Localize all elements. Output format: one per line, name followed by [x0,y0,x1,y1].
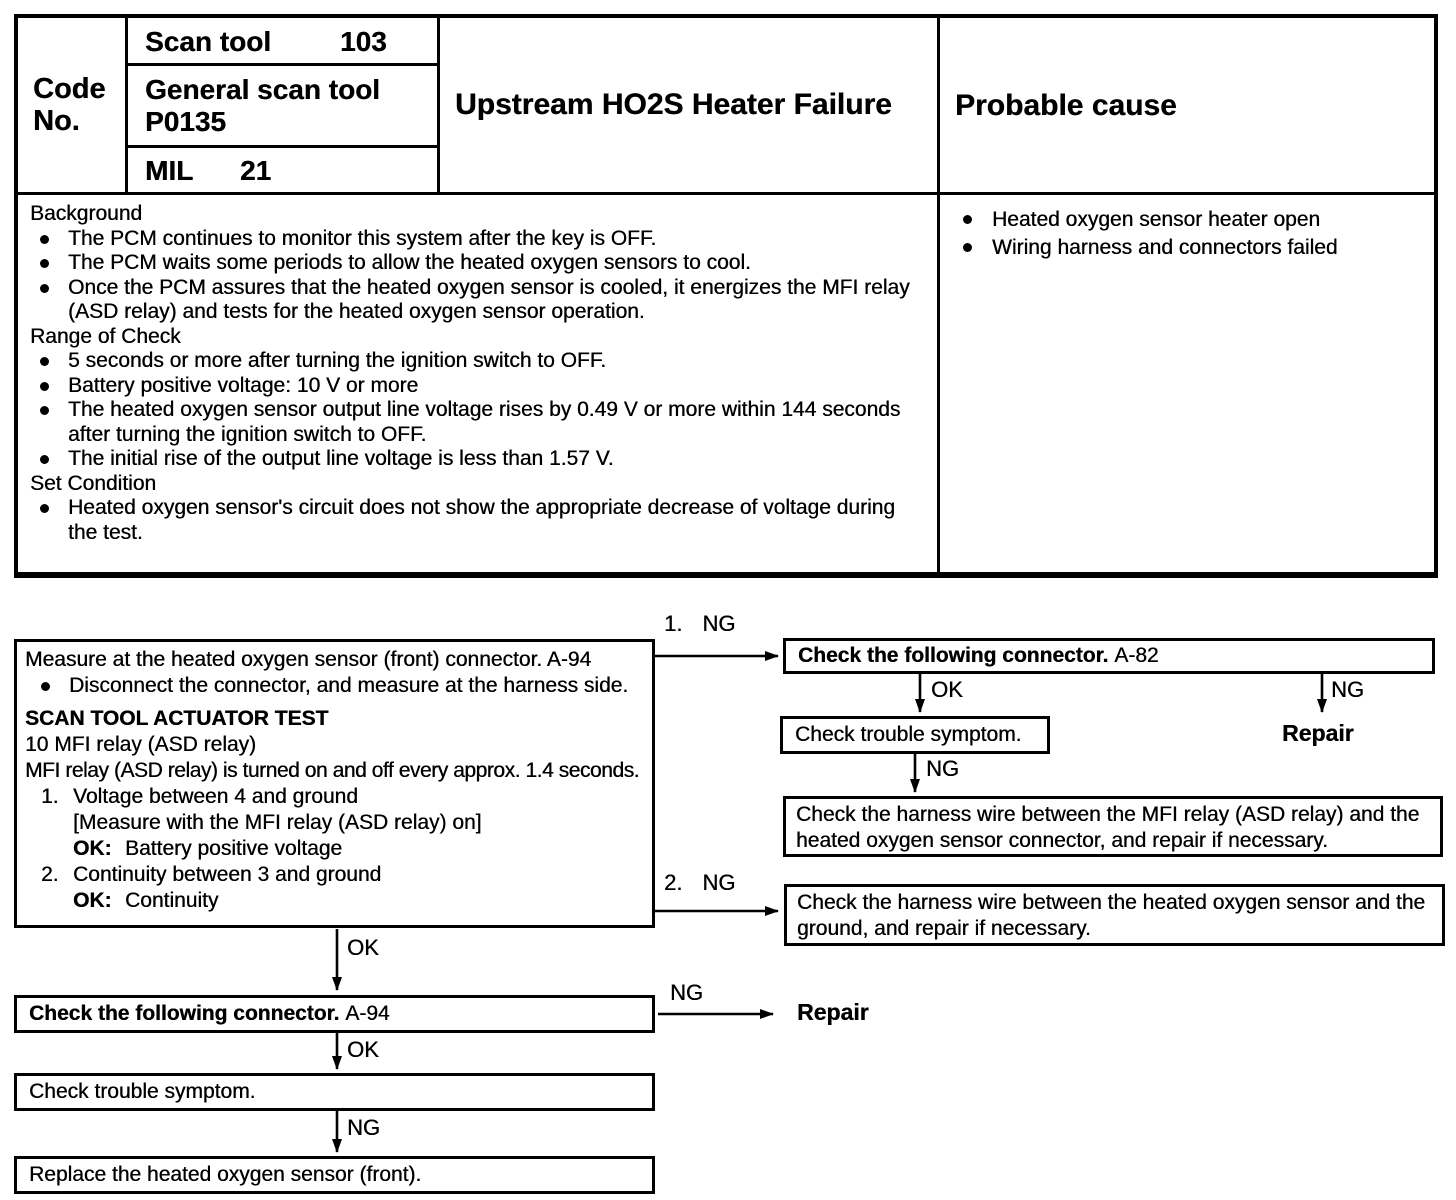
measure-ok-label: OK [347,935,379,960]
actuator-test-item: 10 MFI relay (ASD relay) [25,733,257,756]
desc-item: The initial rise of the output line voltage is less than 1.57 V. [30,447,918,472]
bullet-icon [40,284,49,293]
bullet-icon [40,259,49,268]
symptom-right-ng-label: NG [926,756,959,781]
a94-ok-label: OK [347,1037,379,1062]
bullet-icon [963,215,972,224]
measure-step-2-ok: OK: Continuity [73,889,219,912]
check-harness-ground-box: Check the harness wire between the heated oxygen sensor and the ground, and repair if necessary. [784,884,1445,946]
actuator-test-note: MFI relay (ASD relay) is turned on and off every approx. 1.4 seconds. [25,759,640,782]
desc-item: Battery positive voltage: 10 V or more [30,374,918,399]
probable-cause-item: Heated oxygen sensor heater open [948,206,1433,234]
branch2-ng-label: 2. NG [664,870,736,895]
general-scan-tool-label: General scan tool [145,74,380,105]
bullet-icon [40,455,49,464]
actuator-test-title: SCAN TOOL ACTUATOR TEST [25,707,329,730]
measure-title: Measure at the heated oxygen sensor (front) connector. A-94 [25,648,592,671]
a94-ng-label: NG [670,980,703,1005]
desc-item: 5 seconds or more after turning the ignition switch to OFF. [30,349,918,374]
probable-cause-list [948,206,1433,262]
scan-tool-value: 103 [340,26,387,57]
desc-item: Once the PCM assures that the heated oxygen sensor is cooled, it energizes the MFI relay (ASD relay) and tests for the heated oxygen sensor operation. [30,276,918,325]
scan-tool-label: Scan tool [145,26,272,57]
measure-step-box [14,639,655,928]
measure-step-2: 2. Continuity between 3 and ground [41,863,382,886]
grid-line [125,145,440,148]
dtc-description [30,202,918,545]
grid-line [125,14,128,195]
desc-item: The PCM continues to monitor this system after the key is OFF. [30,227,918,252]
bullet-icon [40,406,49,415]
measure-step-1-note: [Measure with the MFI relay (ASD relay) on] [73,811,482,834]
probable-cause-item: Wiring harness and connectors failed [948,234,1433,262]
measure-bullet: Disconnect the connector, and measure at the harness side. [25,673,644,699]
desc-heading: Range of Check [30,324,181,348]
grid-line [937,14,940,576]
code-no-label: Code No. [33,73,106,137]
grid-line [125,63,440,66]
check-harness-mfi-box: Check the harness wire between the MFI relay (ASD relay) and the heated oxygen sensor connector, and repair if necessary. [783,796,1443,857]
a82-ng-label: NG [1331,677,1364,702]
desc-item: Heated oxygen sensor's circuit does not show the appropriate decrease of voltage during the test. [30,496,918,545]
check-trouble-symptom-box-left: Check trouble symptom. [14,1073,655,1111]
bullet-icon [963,243,972,252]
repair-label-left: Repair [797,999,869,1025]
measure-step-1-ok: OK: Battery positive voltage [73,837,343,860]
branch1-ng-label: 1. NG [664,611,736,636]
bullet-icon [40,235,49,244]
grid-line [437,14,440,195]
mil-label: MIL [145,155,194,186]
bullet-icon [40,382,49,391]
mil-value: 21 [240,155,272,186]
a82-ok-label: OK [931,677,963,702]
bullet-icon [41,682,50,691]
check-connector-a82-box: Check the following connector. A-82 [783,638,1435,674]
dtc-title: Upstream HO2S Heater Failure [455,88,892,121]
symptom-left-ng-label: NG [347,1115,380,1140]
replace-sensor-box: Replace the heated oxygen sensor (front). [14,1156,655,1194]
measure-step-1: 1. Voltage between 4 and ground [41,785,358,808]
grid-line [14,192,1438,195]
check-connector-a94-box: Check the following connector. A-94 [14,995,655,1033]
probable-cause-label: Probable cause [955,89,1177,122]
desc-item: The heated oxygen sensor output line voltage rises by 0.49 V or more within 144 seconds after turning the ignition switch to OFF. [30,398,918,447]
bullet-icon [40,504,49,513]
desc-heading: Background [30,202,143,225]
check-trouble-symptom-box-right: Check trouble symptom. [780,716,1050,754]
bullet-icon [40,357,49,366]
general-scan-tool-value: P0135 [145,106,226,137]
desc-item: The PCM waits some periods to allow the heated oxygen sensors to cool. [30,251,918,276]
repair-label-right: Repair [1282,720,1354,746]
desc-heading: Set Condition [30,471,157,495]
